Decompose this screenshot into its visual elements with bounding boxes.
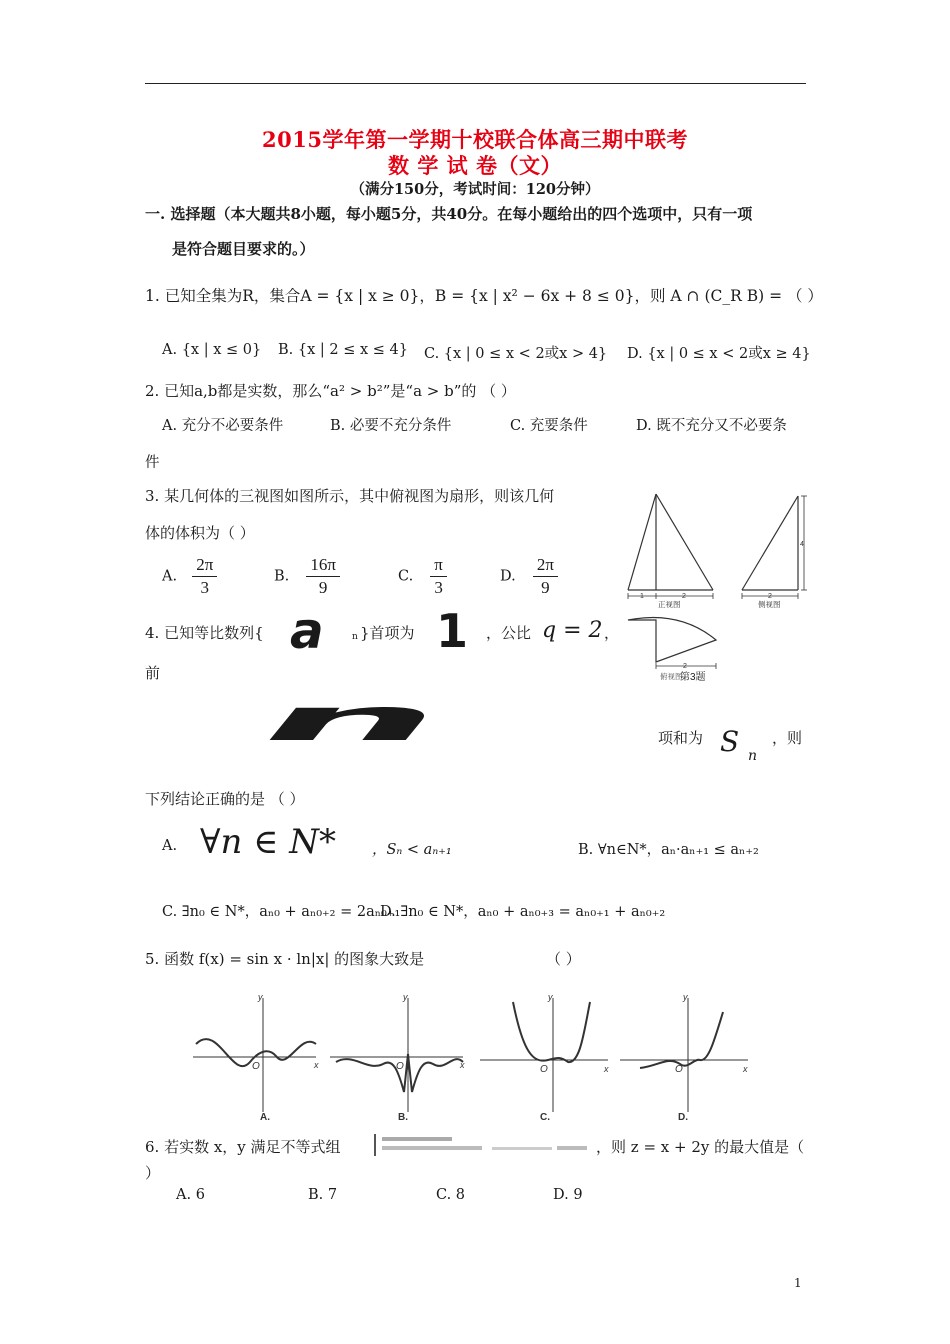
question-1-option-b: B. {x | 2 ≤ x ≤ 4} <box>278 342 408 358</box>
question-4-option-b: B. ∀n∈N*，aₙ·aₙ₊₁ ≤ aₙ₊₂ <box>578 842 759 858</box>
question-2-option-a: A. 充分不必要条件 <box>162 418 284 434</box>
partial-sum-symbol: S <box>720 725 740 758</box>
question-6-stem: 6. 若实数 x，y 满足不等式组 <box>145 1138 341 1156</box>
sequence-subscript: n <box>352 632 358 642</box>
question-3-option-d: D. $\frac{2\pi}{9}$ <box>500 554 558 599</box>
question-2-option-b: B. 必要不充分条件 <box>330 418 452 434</box>
question-6-option-d: D. 9 <box>553 1187 583 1203</box>
graph-a-origin: O <box>252 1061 260 1072</box>
graph-a-label: A. <box>260 1112 270 1123</box>
question-3-stem-cont: 体的体积为（ ） <box>145 524 255 542</box>
page-number: 1 <box>794 1276 802 1290</box>
term-count-symbol: n <box>262 685 439 754</box>
question-4-stem-d: ， <box>604 624 620 642</box>
graph-d-label: D. <box>678 1112 688 1123</box>
question-3-option-c: C. $\frac{\pi}{3}$ <box>398 554 447 599</box>
question-4-stem-c: ，公比 <box>486 624 532 642</box>
graph-b-y-label: y <box>403 992 408 1002</box>
section-heading-cont: 是符合题目要求的。） <box>172 240 315 258</box>
sequence-symbol: a <box>290 602 324 660</box>
partial-sum-subscript: n <box>748 748 758 764</box>
exam-subject: 数 学 试 卷（文） <box>388 153 562 178</box>
question-4-option-a-label: A. <box>162 838 178 854</box>
question-5-paren: （ ） <box>546 950 581 968</box>
question-4-stem-line2: 前 <box>145 664 161 682</box>
question-3-stem: 3. 某几何体的三视图如图所示，其中俯视图为扇形，则该几何 <box>145 487 555 505</box>
graph-d-origin: O <box>675 1064 683 1075</box>
graph-c-y-label: y <box>548 992 553 1002</box>
graph-a-y-label: y <box>258 992 263 1002</box>
question-4-stem: 4. 已知等比数列{ <box>145 624 264 642</box>
graph-b-origin: O <box>396 1061 404 1072</box>
question-4-stem-e: 项和为 <box>658 729 704 747</box>
graph-c-x-label: x <box>604 1064 609 1074</box>
graph-a-x-label: x <box>314 1060 319 1070</box>
exam-info: （满分150分，考试时间：120分钟） <box>350 181 600 198</box>
question-2-option-c: C. 充要条件 <box>510 418 588 434</box>
question-4-option-a-quantifier: ∀n ∈ N* <box>200 822 336 862</box>
graph-d-y-label: y <box>683 992 688 1002</box>
dim-2-front-label: 2 <box>682 593 686 600</box>
graph-a <box>193 998 316 1112</box>
side-view <box>742 496 807 599</box>
dim-2-top-label: 2 <box>683 663 687 670</box>
top-view-label: 俯视图 <box>660 672 683 681</box>
inequality-system-blurred <box>372 1132 594 1158</box>
question-5-stem: 5. 函数 f(x) = sin x · ln|x| 的图象大致是 <box>145 950 425 968</box>
graph-c <box>480 998 608 1112</box>
function-graphs <box>188 992 753 1124</box>
question-6-option-c: C. 8 <box>436 1187 466 1203</box>
graph-b-label: B. <box>398 1112 408 1123</box>
question-2-option-d: D. 既不充分又不必要条 <box>636 418 787 434</box>
graph-d-x-label: x <box>743 1064 748 1074</box>
question-3-option-a: A. $\frac{2\pi}{3}$ <box>162 554 217 599</box>
question-6-stem-line2: ） <box>145 1164 161 1182</box>
question-6-option-a: A. 6 <box>176 1187 205 1203</box>
header-rule <box>145 83 806 84</box>
top-view <box>628 618 716 670</box>
question-4-stem-f: ，则 <box>772 729 803 747</box>
question-6-option-b: B. 7 <box>308 1187 338 1203</box>
three-view-figure <box>620 490 815 690</box>
exam-title: 2015学年第一学期十校联合体高三期中联考 <box>262 127 688 152</box>
question-6-stem-b: ，则 z = x + 2y 的最大值是（ <box>596 1138 805 1156</box>
question-1-option-a: A. {x | x ≤ 0} <box>162 342 262 358</box>
side-view-label: 侧视图 <box>758 600 781 609</box>
first-term-value: 1 <box>436 604 469 658</box>
question-4-option-c: C. ∃n₀ ∈ N*，aₙ₀ + aₙ₀₊₂ = 2aₙ₀₊₁ <box>162 904 401 920</box>
question-4-option-d: D. ∃n₀ ∈ N*，aₙ₀ + aₙ₀₊₃ = aₙ₀₊₁ + aₙ₀₊₂ <box>380 904 666 920</box>
graph-b-x-label: x <box>460 1060 465 1070</box>
front-view-label: 正视图 <box>658 600 681 609</box>
common-ratio: q = 2 <box>542 618 603 643</box>
graph-b <box>330 998 463 1112</box>
front-view <box>628 494 713 599</box>
question-1-option-d: D. {x | 0 ≤ x < 2或x ≥ 4} <box>627 346 811 362</box>
graph-d <box>620 998 748 1112</box>
question-1-stem: 1. 已知全集为R，集合A = {x | x ≥ 0}，B = {x | x² − 6x + 8 ≤ 0}，则 A ∩ (C_R B) = （ ） <box>145 287 823 305</box>
question-2-option-d-cont: 件 <box>145 455 160 471</box>
graph-c-label: C. <box>540 1112 550 1123</box>
question-4-option-a-rest: ，Sₙ < aₙ₊₁ <box>372 842 452 858</box>
dim-4-label: 4 <box>800 541 804 548</box>
dim-2-side-label: 2 <box>768 593 772 600</box>
graph-c-origin: O <box>540 1064 548 1075</box>
question-4-stem-b: }首项为 <box>360 624 415 642</box>
section-heading: 一. 选择题（本大题共8小题，每小题5分，共40分。在每小题给出的四个选项中，只有一项 <box>145 205 753 223</box>
question-4-stem-line3: 下列结论正确的是 （ ） <box>145 790 305 808</box>
question-2-stem: 2. 已知a,b都是实数，那么“a² > b²”是“a > b”的 （ ） <box>145 382 516 400</box>
dim-1-label: 1 <box>640 593 644 600</box>
figure-caption: 第3题 <box>680 672 706 683</box>
question-3-option-b: B. $\frac{16\pi}{9}$ <box>274 554 340 599</box>
question-1-option-c: C. {x | 0 ≤ x < 2或x > 4} <box>424 346 608 362</box>
